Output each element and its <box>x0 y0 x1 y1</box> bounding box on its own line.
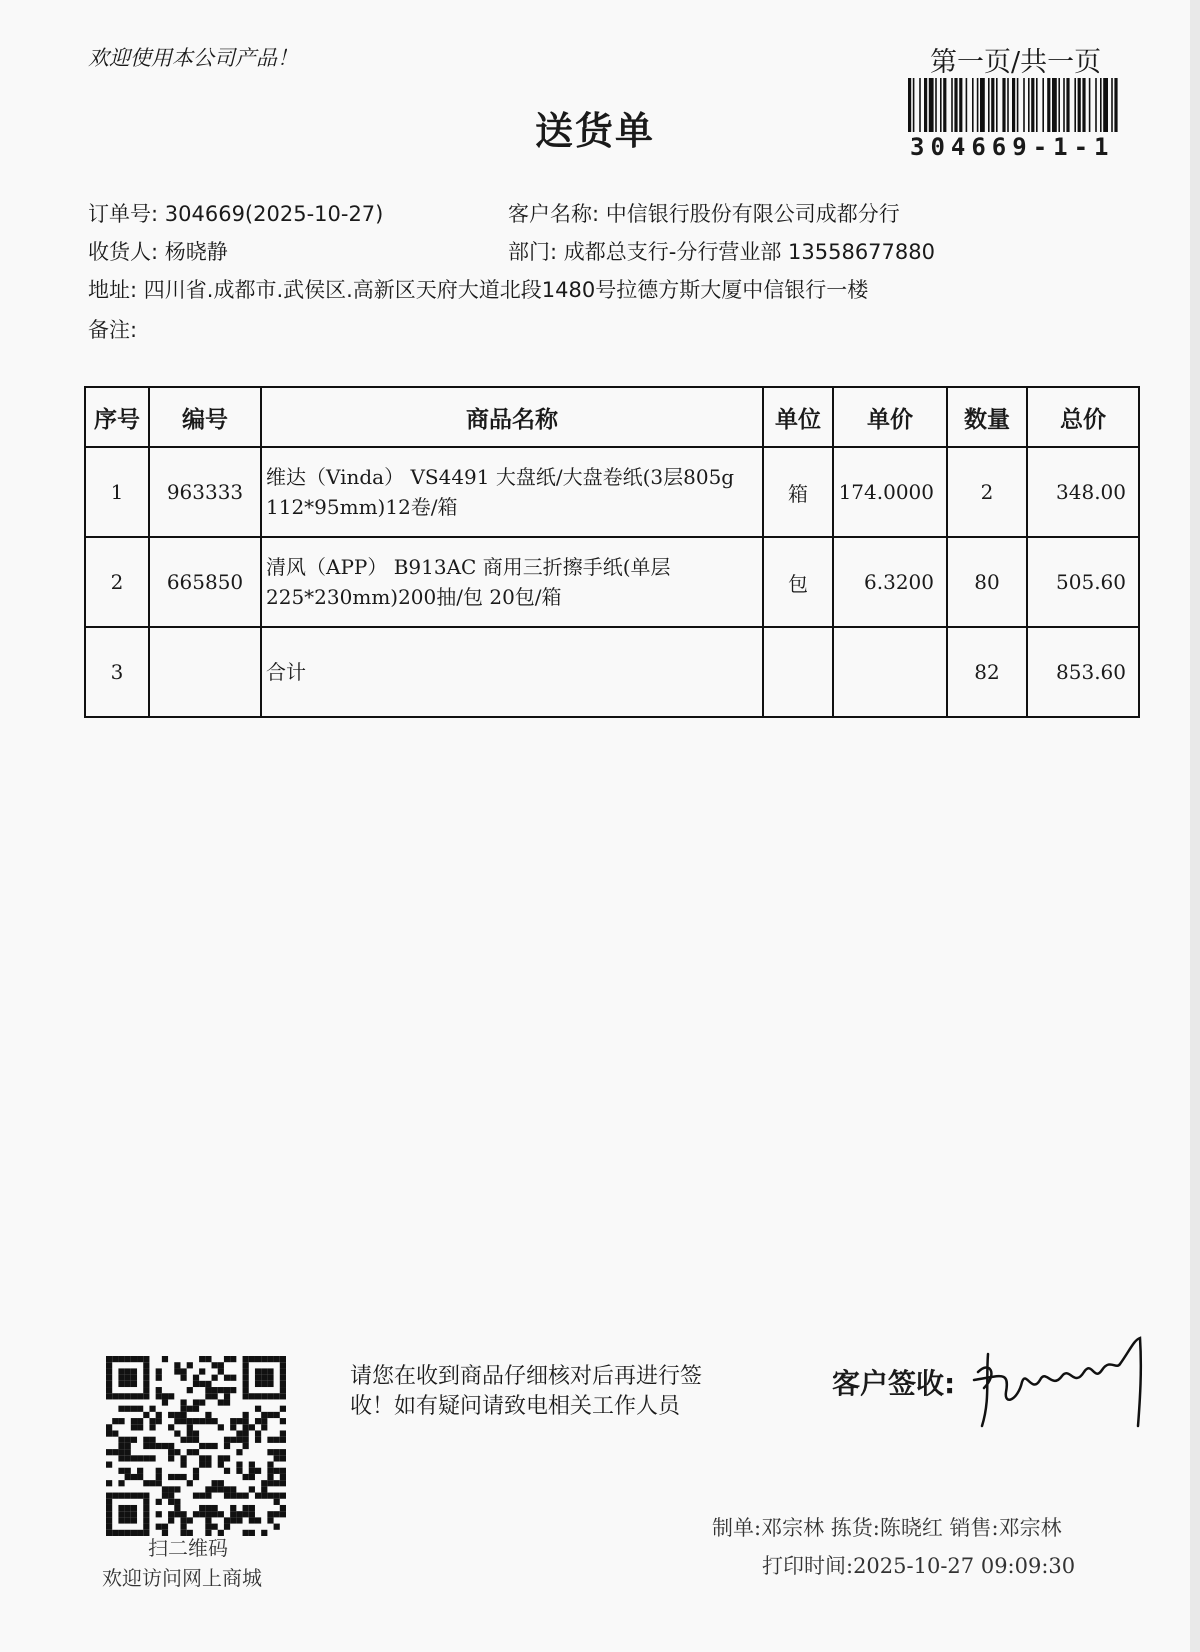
row-total: 505.60 <box>1027 537 1139 627</box>
row-unit <box>763 627 833 717</box>
barcode-image <box>908 78 1118 132</box>
receiver-value: 杨晓静 <box>164 240 228 264</box>
staff-info: 制单:邓宗林 拣货:陈晓红 销售:邓宗林 <box>712 1516 1062 1540</box>
row-seq: 1 <box>85 447 149 537</box>
row-product-name <box>261 537 763 627</box>
row-quantity: 2 <box>947 447 1027 537</box>
row-total: 348.00 <box>1027 447 1139 537</box>
header-seq: 序号 <box>85 387 149 447</box>
row-unit-price: 6.3200 <box>833 537 947 627</box>
row-total: 853.60 <box>1027 627 1139 717</box>
row-unit-price: 174.0000 <box>833 447 947 537</box>
address-label: 地址: <box>88 278 138 302</box>
product-name-line2: 112*95mm)12卷/箱 <box>266 495 458 519</box>
row-code <box>149 627 261 717</box>
row-code: 665850 <box>149 537 261 627</box>
department <box>508 236 935 266</box>
header-product-name: 商品名称 <box>261 387 763 447</box>
product-name-line1: 清风（APP） B913AC 商用三折擦手纸(单层 <box>266 555 671 579</box>
row-unit-price <box>833 627 947 717</box>
product-name-line1: 维达（Vinda） VS4491 大盘纸/大盘卷纸(3层805g <box>266 465 735 489</box>
qr-caption-mall: 欢迎访问网上商城 <box>102 1566 262 1590</box>
row-unit: 包 <box>763 537 833 627</box>
product-name-line2: 225*230mm)200抽/包 20包/箱 <box>266 585 562 609</box>
order-number <box>88 198 383 228</box>
notice-line1: 请您在收到商品仔细核对后再进行签 <box>350 1364 703 1389</box>
row-code: 963333 <box>149 447 261 537</box>
header-code: 编号 <box>149 387 261 447</box>
qr-caption-scan: 扫二维码 <box>148 1536 228 1560</box>
handwritten-signature <box>970 1330 1150 1440</box>
print-time: 打印时间:2025-10-27 09:09:30 <box>762 1554 1076 1578</box>
header-total: 总价 <box>1027 387 1139 447</box>
document-title: 送货单 <box>534 108 655 153</box>
notice-line2: 收！如有疑问请致电相关工作人员 <box>350 1394 681 1419</box>
row-unit: 箱 <box>763 447 833 537</box>
header-quantity: 数量 <box>947 387 1027 447</box>
address <box>88 274 868 304</box>
qr-code-image <box>106 1356 286 1536</box>
customer-label: 客户名称: <box>508 202 600 226</box>
verification-notice <box>350 1362 702 1422</box>
row-seq: 2 <box>85 537 149 627</box>
address-value: 四川省.成都市.武侯区.高新区天府大道北段1480号拉德方斯大厦中信银行一楼 <box>143 278 869 302</box>
table-header-row <box>85 387 1139 447</box>
receiver-label: 收货人: <box>88 240 159 264</box>
header-unit: 单位 <box>763 387 833 447</box>
customer-value: 中信银行股份有限公司成都分行 <box>605 202 900 226</box>
order-value: 304669(2025-10-27) <box>164 202 384 226</box>
row-product-name <box>261 447 763 537</box>
row-quantity: 82 <box>947 627 1027 717</box>
page-info: 第一页/共一页 <box>930 47 1102 78</box>
header-unit-price: 单价 <box>833 387 947 447</box>
receiver <box>88 236 228 266</box>
goods-table <box>84 386 1140 718</box>
dept-label: 部门: <box>508 240 558 264</box>
customer-name <box>508 198 900 228</box>
welcome-text: 欢迎使用本公司产品！ <box>88 46 298 70</box>
table-row-subtotal <box>85 627 1139 717</box>
remark-label: 备注: <box>88 318 138 342</box>
table-row <box>85 447 1139 537</box>
remark <box>88 314 137 344</box>
table-row <box>85 537 1139 627</box>
row-seq: 3 <box>85 627 149 717</box>
dept-value: 成都总支行-分行营业部 13558677880 <box>563 240 935 264</box>
product-name-line1: 合计 <box>266 660 306 684</box>
barcode-number: 304669-1-1 <box>910 133 1115 161</box>
row-product-name <box>261 627 763 717</box>
order-label: 订单号: <box>88 202 159 226</box>
row-quantity: 80 <box>947 537 1027 627</box>
customer-signature-label: 客户签收: <box>832 1367 956 1400</box>
